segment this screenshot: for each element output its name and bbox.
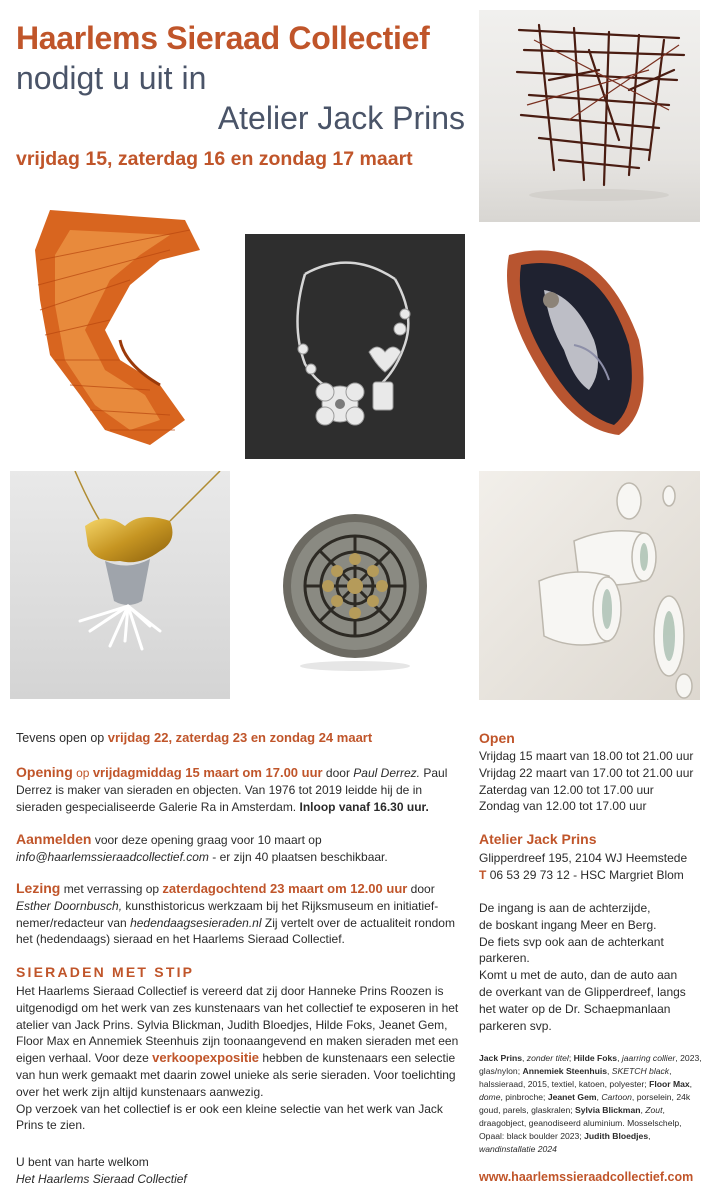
address-heading: Atelier Jack Prins xyxy=(479,831,597,847)
stip-para1: Het Haarlems Sieraad Collectief is vereerd dat zij door Hanneke Prins Roozen is uitgenodigd om het werk van zes kunstenaars van het collectief te exposeren in het atelier van Jack Prins. Sylvia Blickman, Judith Bloedjes, Hilde Foks, Jeanet Gem, Floor Max en Annemiek Steenhuis zijn toonaangevend en maken sieraden met een eigen verhaal. Voor deze xyxy=(16,984,459,1066)
stip-para3: Op verzoek van het collectief is er ook een kleine selectie van het werk van Jack Prins te zien. xyxy=(16,1101,443,1133)
credit-details: draagobject, geanodiseerd aluminium. Mosselschelp, Opaal: black boulder 2023; xyxy=(479,1118,682,1141)
credit-artist: Judith Bloedjes xyxy=(584,1131,649,1141)
directions-line: Komt u met de auto, dan de auto aan xyxy=(479,968,678,983)
credit-artist: Annemiek Steenhuis xyxy=(522,1066,608,1076)
credit-work: jaarring collier xyxy=(621,1053,676,1063)
credit-artist: Jeanet Gem xyxy=(547,1092,597,1102)
credit-details: halssieraad, 2015, textiel, katoen, polyester; xyxy=(479,1079,647,1089)
phone-line xyxy=(479,867,704,884)
lecture-text3: Zij vertelt over de actualiteit rondom het (hedendaags) sieraad en het Haarlems Sieraad Collectief. xyxy=(16,915,455,947)
credits-block: Jack Prins, zonder titel; Hilde Foks, jaarring collier, 2023, glas/nylon; Annemiek Steenhuis, SKETCH black, halssieraad, 2015, textiel, katoen, polyester; Floor Max, dome, pinbroche; Jeanet Gem, Cartoon, porselein, 24k goud, parels, glaskralen; Sylvia Blickman, Zout, draagobject, geanodiseerd aluminium. Mosselschelp, Opaal: black boulder 2023; Judith Bloedjes, wandinstallatie 2024 xyxy=(479,1053,702,1154)
lecture-when: zaterdagochtend 23 maart om 12.00 uur xyxy=(162,881,408,896)
address-block xyxy=(479,850,704,884)
opening-speaker: Paul Derrez. xyxy=(353,766,420,780)
opening-when: vrijdagmiddag 15 maart om 17.00 uur xyxy=(92,765,323,780)
invitation-line: nodigt u uit in xyxy=(16,60,207,96)
lecture-speaker: Esther Doornbusch, xyxy=(16,898,123,913)
credit-artist: Floor Max xyxy=(649,1079,690,1089)
directions-line: parkeren svp. xyxy=(479,1018,552,1033)
credit-artist: Sylvia Blickman xyxy=(575,1105,641,1115)
extra-open-line xyxy=(16,730,466,747)
credit-artist: Hilde Foks xyxy=(573,1053,618,1063)
open-hours-line: Vrijdag 22 maart van 17.00 tot 21.00 uur xyxy=(479,765,694,780)
lecture-label: Lezing xyxy=(16,880,61,896)
credit-work: dome xyxy=(479,1092,501,1102)
credit-work: SKETCH black xyxy=(611,1066,670,1076)
photo-mussel-object xyxy=(479,230,700,445)
stip-body xyxy=(16,983,466,1134)
credit-details: pinbroche; xyxy=(505,1092,546,1102)
venue-title: Atelier Jack Prins xyxy=(217,100,465,136)
register-label: Aanmelden xyxy=(16,831,92,847)
phone-number[interactable]: 06 53 29 73 12 - HSC Margriet Blom xyxy=(489,867,684,882)
open-hours-line: Zondag van 12.00 tot 17.00 uur xyxy=(479,799,647,814)
open-hours-line: Zaterdag van 12.00 tot 17.00 uur xyxy=(479,782,654,797)
open-hours-list xyxy=(479,748,704,815)
photo-wall-installation xyxy=(479,471,700,700)
closing-welcome: U bent van harte welkom xyxy=(16,1155,149,1169)
register-block xyxy=(16,831,466,866)
opening-label: Opening xyxy=(16,764,73,780)
photo-dome-brooch xyxy=(245,471,467,701)
opening-block xyxy=(16,764,466,815)
opening-text: Paul Derrez is maker van sieraden en objecten. Van 1976 tot 2019 leidde hij de in sieraden gespecialiseerde Galerie Ra in Amsterdam. xyxy=(16,766,448,814)
lecture-site[interactable]: hedendaagsesieraden.nl xyxy=(130,915,262,930)
credit-work: Zout xyxy=(645,1105,663,1115)
credit-work: zonder titel xyxy=(526,1053,569,1063)
directions-line: de boskant ingang Meer en Berg. xyxy=(479,917,657,932)
credit-work: wandinstallatie 2024 xyxy=(479,1144,557,1154)
extra-open-dates: vrijdag 22, zaterdag 23 en zondag 24 maart xyxy=(107,730,373,745)
photo-gold-pendant xyxy=(10,471,230,699)
opening-op: op xyxy=(76,766,90,780)
credit-artist: Jack Prins xyxy=(479,1053,522,1063)
directions-line: De fiets svp ook aan de achterkant xyxy=(479,934,664,949)
stip-para2: hebben de kunstenaars een selectie van hun werk gemaakt met daarin zowel unieke als serie sieraden. Voor toelichting over het werk zijn altijd kunstenaars aanwezig. xyxy=(16,1051,456,1099)
lecture-door: door xyxy=(410,882,435,896)
credit-work: Cartoon xyxy=(601,1092,632,1102)
stip-highlight: verkoopexpositie xyxy=(152,1050,260,1066)
directions-line: het water op de Dr. Schaepmanlaan xyxy=(479,1001,671,1016)
address-street: Glipperdreef 195, 2104 WJ Heemstede xyxy=(479,851,688,865)
photo-orange-collar xyxy=(10,190,230,450)
lecture-text1: met verrassing op xyxy=(63,882,160,896)
extra-open-prefix: Tevens open op xyxy=(16,731,105,745)
register-text: voor deze opening graag voor 10 maart op xyxy=(94,833,322,847)
event-dates: vrijdag 15, zaterdag 16 en zondag 17 maart xyxy=(16,148,413,170)
directions-line: De ingang is aan de achterzijde, xyxy=(479,901,651,915)
directions-line: de overkant van de Glipperdreef, langs xyxy=(479,984,686,999)
lecture-block xyxy=(16,880,466,948)
register-rest: - er zijn 40 plaatsen beschikbaar. xyxy=(212,849,388,864)
phone-prefix: T xyxy=(479,867,487,882)
directions-block xyxy=(479,900,704,1034)
directions-line: parkeren. xyxy=(479,951,530,966)
photo-wire-sculpture xyxy=(479,10,700,222)
photo-sketch-necklace xyxy=(245,234,465,459)
credit-details: 2023, glas/nylon; xyxy=(479,1053,702,1076)
credit-details: porselein, 24k goud, parels, glaskralen; xyxy=(479,1092,691,1115)
register-email[interactable]: info@haarlemssieraadcollectief.com xyxy=(16,849,209,864)
open-heading: Open xyxy=(479,730,515,746)
closing-block xyxy=(16,1154,466,1188)
stip-heading: SIERADEN MET STIP xyxy=(16,964,195,980)
lecture-text2: kunsthistoricus werkzaam bij het Rijksmuseum en initiatief-nemer/redacteur van xyxy=(16,898,439,930)
opening-inloop: Inloop vanaf 16.30 uur. xyxy=(299,799,429,814)
opening-door: door xyxy=(325,766,350,780)
open-hours-line: Vrijdag 15 maart van 18.00 tot 21.00 uur xyxy=(479,749,694,763)
website-link[interactable]: www.haarlemssieraadcollectief.com xyxy=(479,1170,694,1184)
collective-title: Haarlems Sieraad Collectief xyxy=(16,20,430,56)
closing-signature: Het Haarlems Sieraad Collectief xyxy=(16,1171,187,1186)
